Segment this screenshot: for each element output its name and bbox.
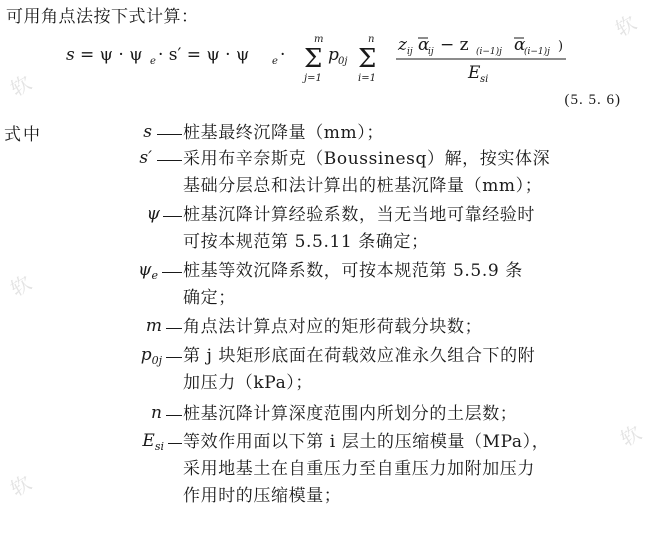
num-minus: − z bbox=[440, 35, 469, 55]
definition-dash bbox=[166, 328, 182, 329]
definition-text-continued: 基础分层总和法计算出的桩基沉降量（mm）； bbox=[183, 176, 543, 196]
num-z1: z bbox=[398, 35, 407, 55]
num-z1-sub: ij bbox=[407, 47, 413, 57]
formula-p-sub: 0j bbox=[338, 56, 348, 67]
definition-text-continued: 加压力（kPa）； bbox=[183, 373, 314, 393]
definition-symbol: m bbox=[145, 316, 162, 336]
definition-symbol: s′ bbox=[139, 148, 152, 168]
definition-symbol: $E_{si}$ bbox=[142, 431, 164, 453]
definition-dash bbox=[168, 443, 182, 444]
num-alpha1: α bbox=[418, 35, 430, 55]
definition-text-continued: 作用时的压缩模量； bbox=[183, 486, 342, 506]
definition-text: 第 j 块矩形底面在荷载效应准永久组合下的附 bbox=[183, 346, 536, 366]
definition-text-continued: 确定； bbox=[183, 288, 236, 308]
definition-symbol: s bbox=[143, 122, 152, 142]
watermark-logo: 软 bbox=[6, 270, 36, 302]
definition-text-continued: 可按本规范第 5.5.11 条确定； bbox=[183, 232, 429, 252]
definition-dash bbox=[166, 415, 182, 416]
num-alpha1-sub: ij bbox=[428, 47, 434, 57]
watermark-logo: 软 bbox=[6, 470, 36, 502]
sum1-sigma: Σ bbox=[304, 44, 323, 74]
definition-dash bbox=[166, 357, 182, 358]
definition-text: 桩基最终沉降量（mm）； bbox=[183, 123, 384, 143]
watermark-logo: 软 bbox=[616, 420, 646, 452]
formula-dot1: · s′ = ψ · ψ bbox=[158, 45, 250, 65]
intro-text: 可用角点法按下式计算： bbox=[6, 7, 199, 27]
watermark-logo: 软 bbox=[611, 10, 641, 42]
formula-psi-sub: e bbox=[150, 56, 156, 67]
sum2-top: n bbox=[368, 34, 375, 45]
num-tail: ) bbox=[558, 39, 564, 54]
sum1-bottom: j=1 bbox=[304, 73, 322, 84]
definition-symbol-subscript: si bbox=[154, 440, 164, 453]
definition-symbol: $\psi_e$ bbox=[138, 260, 158, 282]
formula-psi-sub-2: e bbox=[272, 56, 278, 67]
definition-text: 角点法计算点对应的矩形荷载分块数； bbox=[183, 317, 483, 337]
den-E: E bbox=[468, 63, 481, 83]
num-z2-sub: (i−1)j bbox=[476, 47, 502, 57]
definition-symbol: $p_{0j}$ bbox=[140, 345, 162, 367]
definition-symbol: n bbox=[151, 403, 162, 423]
definition-dash bbox=[157, 160, 182, 161]
definition-symbol-subscript: e bbox=[151, 269, 158, 282]
formula-lhs: s bbox=[66, 45, 75, 65]
definition-text-continued: 采用地基土在自重压力至自重压力加附加压力 bbox=[183, 459, 535, 479]
definition-symbol-subscript: 0j bbox=[151, 354, 162, 367]
where-label: 式中 bbox=[4, 125, 42, 145]
definition-dash bbox=[162, 272, 182, 273]
num-alpha2: α bbox=[514, 35, 526, 55]
watermark-logo: 软 bbox=[6, 70, 36, 102]
definition-text: 桩基等效沉降系数，可按本规范第 5.5.9 条 bbox=[183, 261, 523, 281]
definition-text: 桩基沉降计算经验系数，当无当地可靠经验时 bbox=[183, 205, 535, 225]
num-alpha2-sub: (i−1)j bbox=[524, 47, 550, 57]
equation-number: (5. 5. 6) bbox=[564, 92, 621, 108]
formula-svg bbox=[66, 34, 626, 86]
definition-text: 桩基沉降计算深度范围内所划分的土层数； bbox=[183, 404, 518, 424]
den-sub: si bbox=[480, 74, 489, 85]
definition-symbol: ψ bbox=[146, 204, 160, 224]
formula-5-5-6 bbox=[66, 34, 626, 86]
definition-text: 等效作用面以下第 i 层土的压缩模量（MPa）， bbox=[183, 432, 550, 452]
sum2-bottom: i=1 bbox=[358, 73, 376, 84]
formula-p: p bbox=[328, 45, 339, 65]
definition-dash bbox=[157, 134, 182, 135]
formula-dot2: · bbox=[280, 45, 286, 65]
sum1-top: m bbox=[314, 34, 324, 45]
formula-eq1: = ψ · ψ bbox=[80, 45, 143, 65]
definition-dash bbox=[163, 216, 182, 217]
definition-text: 采用布辛奈斯克（Boussinesq）解，按实体深 bbox=[183, 149, 551, 169]
sum2-sigma: Σ bbox=[358, 44, 377, 74]
